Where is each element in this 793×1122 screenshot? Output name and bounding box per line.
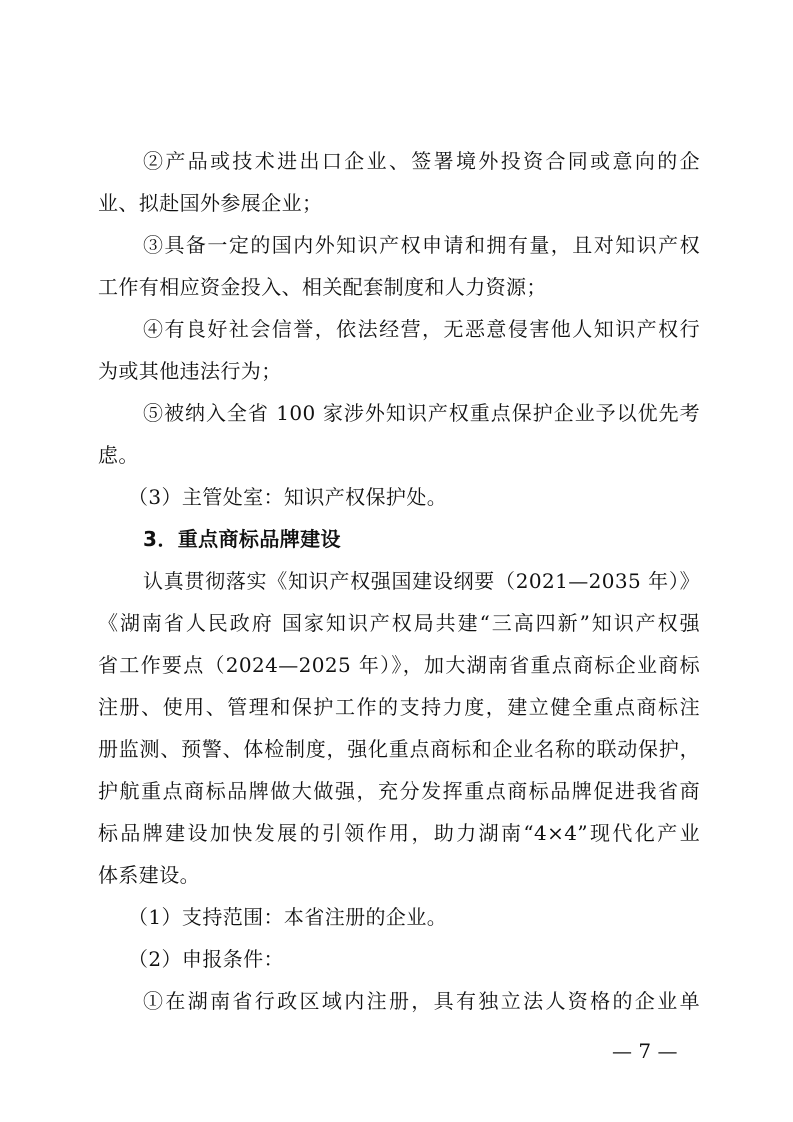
- text-line-3: ③具备一定的国内外知识产权申请和拥有量，且对知识产权: [143, 233, 700, 257]
- text-line-11: 认真贯彻落实《知识产权强国建设纲要（2021—2035 年）》: [143, 569, 700, 593]
- text-line-14: 注册、使用、管理和保护工作的支持力度，建立健全重点商标注: [98, 695, 700, 719]
- text-line-1: ②产品或技术进出口企业、签署境外投资合同或意向的企: [143, 149, 700, 173]
- text-line-15: 册监测、预警、体检制度，强化重点商标和企业名称的联动保护，: [98, 737, 700, 761]
- text-line-9: （3）主管处室：知识产权保护处。: [128, 485, 448, 509]
- text-line-2: 业、拟赴国外参展企业；: [98, 191, 323, 215]
- text-line-19: （1）支持范围：本省注册的企业。: [128, 905, 448, 929]
- text-line-12: 《湖南省人民政府 国家知识产权局共建“三高四新”知识产权强: [98, 611, 700, 635]
- text-line-18: 体系建设。: [98, 863, 200, 887]
- section-heading: 3．重点商标品牌建设: [143, 527, 341, 551]
- text-line-8: 虑。: [98, 443, 139, 467]
- text-line-7: ⑤被纳入全省 100 家涉外知识产权重点保护企业予以优先考: [143, 401, 700, 425]
- text-line-6: 为或其他违法行为；: [98, 359, 282, 383]
- text-line-13: 省工作要点（2024—2025 年）》，加大湖南省重点商标企业商标: [98, 653, 700, 677]
- text-line-20: （2）申报条件：: [128, 947, 284, 971]
- text-line-21: ①在湖南省行政区域内注册，具有独立法人资格的企业单: [143, 989, 700, 1013]
- text-line-4: 工作有相应资金投入、相关配套制度和人力资源；: [98, 275, 547, 299]
- page-number: — 7 —: [612, 1039, 678, 1063]
- text-line-16: 护航重点商标品牌做大做强，充分发挥重点商标品牌促进我省商: [98, 779, 700, 803]
- text-line-5: ④有良好社会信誉，依法经营，无恶意侵害他人知识产权行: [143, 317, 700, 341]
- text-line-17: 标品牌建设加快发展的引领作用，助力湖南“4×4”现代化产业: [98, 821, 700, 845]
